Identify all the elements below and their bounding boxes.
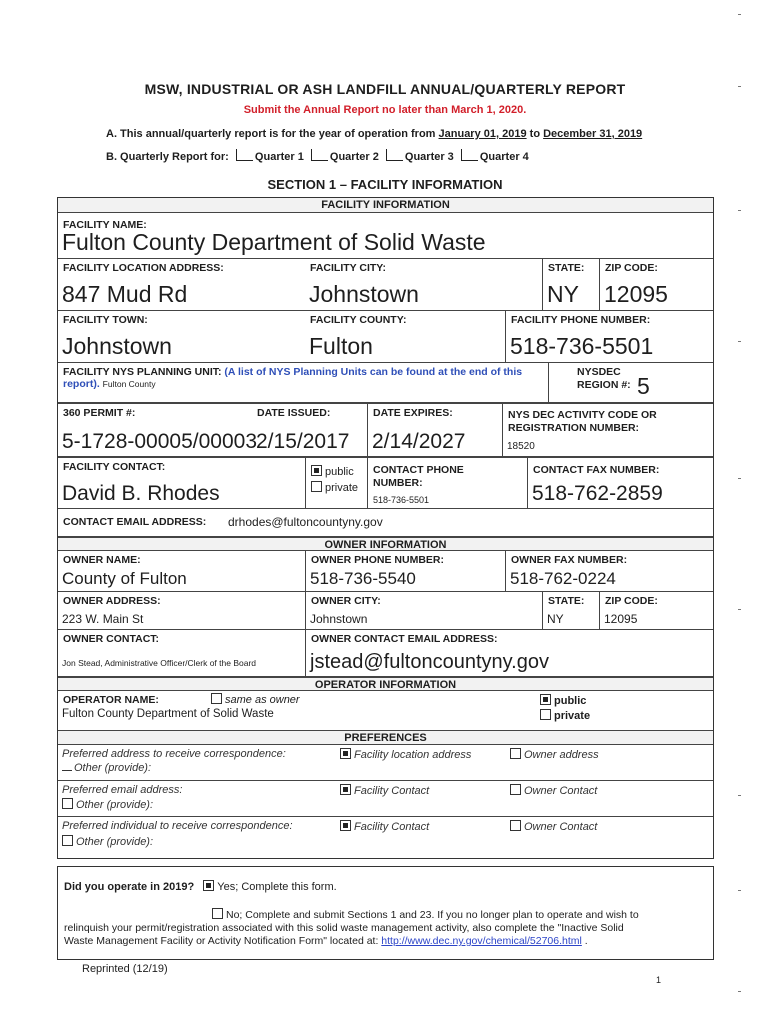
pref-individual-opt2-checkbox[interactable] (510, 820, 521, 831)
period-start: January 01, 2019 (438, 128, 527, 140)
planning-unit-label-block (63, 366, 543, 390)
preferences-header: PREFERENCES (58, 730, 713, 744)
contact-fax-cell (527, 458, 713, 508)
pref-correspondence-opt1-checkbox[interactable] (340, 748, 351, 759)
facility-name-label: FACILITY NAME: (63, 219, 147, 231)
owner-email-cell (305, 630, 713, 676)
pref-email-other-label: Other (provide): (76, 799, 154, 811)
pref-individual-other[interactable] (62, 835, 153, 848)
owner-contact-row (58, 629, 713, 676)
expires-cell (367, 404, 502, 456)
facility-county-label: FACILITY COUNTY: (310, 314, 407, 326)
owner-contact-cell (58, 630, 305, 676)
activity-code-label: NYS DEC ACTIVITY CODE OR REGISTRATION NUMBER: (508, 409, 657, 434)
private-option[interactable] (311, 480, 358, 496)
pref-email-opt1[interactable] (340, 784, 429, 797)
scan-mark (738, 991, 741, 992)
operator-name-label: OPERATOR NAME: (63, 694, 159, 706)
operate-yes-option[interactable] (203, 881, 336, 893)
pref-correspondence-opt1-label: Facility location address (354, 749, 472, 761)
pref-correspondence-opt1[interactable] (340, 748, 471, 761)
quarter-4-label: Quarter 4 (479, 151, 529, 163)
pref-individual-opt1-label: Facility Contact (354, 821, 430, 833)
facility-county-cell (305, 311, 505, 362)
permit-field[interactable]: 5-1728-00005/00003 (62, 430, 258, 453)
operate-no-line-2: relinquish your permit/registration associated with this solid waste management activity, also complete the "Inactive Solid (64, 922, 624, 934)
owner-city-cell (305, 592, 542, 629)
pref-individual-opt1-checkbox[interactable] (340, 820, 351, 831)
quarter-4-checkbox[interactable] (461, 149, 478, 161)
facility-city-cell (305, 259, 542, 310)
planning-unit-note: (A list of NYS Planning Units can be found at the end of this report). (63, 366, 523, 390)
facility-state-field[interactable]: NY (547, 281, 579, 307)
pref-correspondence-other-checkbox[interactable] (62, 762, 72, 771)
contact-email-row (58, 508, 713, 536)
pref-email-other-checkbox[interactable] (62, 798, 73, 809)
owner-address-label: OWNER ADDRESS: (63, 595, 161, 607)
operator-row (58, 690, 713, 730)
operate-no-block (64, 908, 704, 948)
operate-no-label: No; Complete and submit Sections 1 and 23. If you no longer plan to operate and wish to (226, 909, 639, 921)
scan-mark (738, 795, 741, 796)
pref-email-opt1-checkbox[interactable] (340, 784, 351, 795)
operator-name-field[interactable]: Fulton County Department of Solid Waste (62, 708, 274, 720)
quarter-3-checkbox[interactable] (386, 149, 403, 161)
public-label: public (325, 466, 354, 478)
owner-address-field[interactable]: 223 W. Main St (62, 612, 144, 626)
facility-city-label: FACILITY CITY: (310, 262, 387, 274)
expires-label: DATE EXPIRES: (373, 407, 453, 419)
owner-name-label: OWNER NAME: (63, 554, 141, 566)
scan-mark (738, 890, 741, 891)
pref-email-opt2-label: Owner Contact (524, 785, 598, 797)
contact-type-group (311, 464, 358, 496)
pref-individual-other-checkbox[interactable] (62, 835, 73, 846)
contact-phone-field[interactable]: 518-736-5501 (373, 495, 430, 505)
owner-address-row (58, 591, 713, 629)
owner-email-label: OWNER CONTACT EMAIL ADDRESS: (311, 633, 498, 645)
report-title: MSW, INDUSTRIAL OR ASH LANDFILL ANNUAL/QUARTERLY REPORT (144, 81, 626, 97)
region-field[interactable]: 5 (637, 373, 650, 399)
facility-address-cell (58, 259, 305, 310)
operation-question-box (57, 866, 714, 960)
contact-email-field[interactable]: drhodes@fultoncountyny.gov (228, 515, 383, 529)
owner-city-field[interactable]: Johnstown (310, 612, 368, 626)
private-label: private (325, 482, 359, 494)
owner-fax-cell (505, 551, 713, 591)
facility-name-field[interactable]: Fulton County Department of Solid Waste (62, 229, 486, 255)
pref-individual-row (58, 816, 713, 857)
facility-phone-cell (505, 311, 713, 362)
submit-deadline-note: Submit the Annual Report no later than March 1, 2020. (243, 104, 527, 116)
pref-email-opt1-label: Facility Contact (354, 785, 430, 797)
section-1-title: SECTION 1 – FACILITY INFORMATION (267, 177, 503, 192)
same-as-owner-option[interactable] (211, 693, 300, 706)
facility-name-row (58, 212, 713, 258)
issued-label: DATE ISSUED: (257, 407, 331, 419)
operator-public-option[interactable] (540, 694, 590, 709)
scan-mark (738, 210, 741, 211)
quarter-2-label: Quarter 2 (329, 151, 379, 163)
operate-yes-checkbox[interactable] (203, 880, 214, 891)
scan-mark (738, 14, 741, 15)
activity-code-field[interactable]: 18520 (507, 441, 535, 452)
quarterly-prefix: B. Quarterly Report for: (106, 151, 229, 163)
owner-phone-label: OWNER PHONE NUMBER: (311, 554, 444, 566)
facility-contact-field[interactable]: David B. Rhodes (62, 482, 220, 505)
owner-state-label: STATE: (548, 595, 585, 607)
facility-phone-field[interactable]: 518-736-5501 (510, 333, 654, 359)
pref-correspondence-question: Preferred address to receive correspondence: (62, 748, 286, 760)
operator-private-label: private (554, 710, 591, 722)
contact-phone-cell (367, 458, 527, 508)
pref-correspondence-other-label: Other (provide): (74, 762, 152, 774)
operator-private-option[interactable] (540, 709, 590, 724)
owner-email-field[interactable]: jstead@fultoncountyny.gov (310, 651, 549, 673)
facility-info-header: FACILITY INFORMATION (58, 198, 713, 212)
pref-individual-other-label: Other (provide): (76, 836, 154, 848)
operate-no-line-3-text: Waste Management Facility or Activity Notification Form" located at: (64, 935, 379, 947)
period-to-word: to (529, 128, 541, 140)
pref-individual-opt2-label: Owner Contact (524, 821, 598, 833)
scan-mark (738, 609, 741, 610)
operate-no-checkbox[interactable] (212, 908, 223, 919)
owner-fax-label: OWNER FAX NUMBER: (511, 554, 628, 566)
pref-individual-opt1[interactable] (340, 820, 429, 833)
owner-name-cell (58, 551, 305, 591)
pref-correspondence-opt2-checkbox[interactable] (510, 748, 521, 759)
facility-county-field[interactable]: Fulton (309, 333, 373, 359)
period-end: December 31, 2019 (543, 128, 643, 140)
quarterly-report-line (106, 149, 529, 163)
same-as-owner-label: same as owner (225, 694, 300, 706)
region-cell (548, 363, 713, 402)
public-checkbox[interactable] (311, 465, 322, 476)
facility-address-row (58, 258, 713, 310)
planning-unit-row (58, 362, 713, 402)
contact-type-cell (305, 458, 367, 508)
permit-label: 360 PERMIT #: (63, 407, 136, 419)
facility-town-label: FACILITY TOWN: (63, 314, 148, 326)
operate-question: Did you operate in 2019? (64, 881, 195, 893)
planning-unit-field[interactable]: Fulton County (102, 379, 156, 389)
facility-contact-cell (58, 458, 305, 508)
facility-contact-row (58, 456, 713, 508)
operator-public-checkbox[interactable] (540, 694, 551, 705)
facility-address-label: FACILITY LOCATION ADDRESS: (63, 262, 224, 274)
same-as-owner-checkbox[interactable] (211, 693, 222, 704)
pref-email-other[interactable] (62, 798, 153, 811)
facility-town-cell (58, 311, 305, 362)
pref-email-opt2-checkbox[interactable] (510, 784, 521, 795)
facility-state-label: STATE: (548, 262, 585, 274)
public-option[interactable] (311, 464, 358, 480)
pref-individual-opt2[interactable] (510, 820, 597, 833)
facility-zip-label: ZIP CODE: (605, 262, 658, 274)
private-checkbox[interactable] (311, 481, 322, 492)
facility-phone-label: FACILITY PHONE NUMBER: (511, 314, 651, 326)
owner-name-row (58, 550, 713, 591)
quarter-1-label: Quarter 1 (254, 151, 304, 163)
operator-public-label: public (554, 695, 587, 707)
operate-no-option[interactable] (64, 908, 704, 922)
facility-state-cell (542, 259, 599, 310)
owner-fax-field[interactable]: 518-762-0224 (510, 569, 616, 588)
planning-unit-label: FACILITY NYS PLANNING UNIT: (63, 366, 222, 378)
expires-field[interactable]: 2/14/2027 (372, 430, 466, 453)
pref-email-question: Preferred email address: (62, 784, 183, 796)
owner-contact-field[interactable]: Jon Stead, Administrative Officer/Clerk of the Board (62, 658, 257, 668)
facility-zip-field[interactable]: 12095 (604, 281, 668, 307)
pref-email-row (58, 780, 713, 816)
facility-contact-label: FACILITY CONTACT: (63, 461, 166, 473)
owner-state-cell (542, 592, 599, 629)
permit-cell (58, 404, 258, 456)
facility-city-field[interactable]: Johnstown (309, 281, 419, 307)
owner-zip-label: ZIP CODE: (605, 595, 658, 607)
facility-town-field[interactable]: Johnstown (62, 333, 172, 359)
owner-phone-cell (305, 551, 505, 591)
contact-email-label: CONTACT EMAIL ADDRESS: (63, 516, 207, 528)
owner-city-label: OWNER CITY: (311, 595, 381, 607)
owner-zip-field[interactable]: 12095 (604, 612, 638, 626)
facility-address-field[interactable]: 847 Mud Rd (62, 281, 188, 307)
page-number: 1 (656, 975, 662, 985)
owner-name-field[interactable]: County of Fulton (62, 569, 187, 588)
operate-yes-label: Yes; Complete this form. (217, 881, 337, 893)
owner-info-header: OWNER INFORMATION (58, 536, 713, 550)
facility-town-row (58, 310, 713, 362)
permit-row (58, 402, 713, 456)
scan-mark (738, 478, 741, 479)
pref-correspondence-opt2[interactable] (510, 748, 599, 761)
facility-form (57, 197, 714, 859)
pref-correspondence-opt2-label: Owner address (524, 749, 599, 761)
quarter-3-label: Quarter 3 (404, 151, 454, 163)
operator-info-header: OPERATOR INFORMATION (58, 676, 713, 690)
contact-fax-field[interactable]: 518-762-2859 (532, 482, 663, 505)
reporting-period-prefix: A. This annual/quarterly report is for the year of operation from (106, 128, 436, 140)
issued-field[interactable]: 2/15/2017 (256, 430, 350, 453)
owner-state-field[interactable]: NY (547, 612, 564, 626)
issued-cell (252, 404, 367, 456)
pref-individual-question: Preferred individual to receive correspondence: (62, 820, 293, 832)
operate-question-line (64, 880, 337, 893)
notification-form-link[interactable]: http://www.dec.ny.gov/chemical/52706.html (381, 935, 582, 947)
region-label: NYSDEC REGION #: (577, 366, 631, 391)
contact-phone-label: CONTACT PHONE NUMBER: (373, 464, 464, 489)
planning-unit-cell (58, 363, 548, 402)
pref-correspondence-row (58, 744, 713, 780)
owner-address-cell (58, 592, 305, 629)
operator-type-group (540, 694, 590, 724)
operator-private-checkbox[interactable] (540, 709, 551, 720)
facility-zip-cell (599, 259, 713, 310)
reprinted-date: Reprinted (12/19) (82, 963, 168, 975)
owner-zip-cell (599, 592, 713, 629)
quarter-1-checkbox[interactable] (236, 149, 253, 161)
owner-contact-label: OWNER CONTACT: (63, 633, 160, 645)
pref-email-opt2[interactable] (510, 784, 597, 797)
scan-mark (738, 341, 741, 342)
operate-link-period: . (584, 935, 588, 947)
quarter-2-checkbox[interactable] (311, 149, 328, 161)
pref-correspondence-other[interactable] (62, 762, 151, 774)
operate-no-line-3 (64, 935, 704, 948)
contact-fax-label: CONTACT FAX NUMBER: (533, 464, 660, 476)
owner-phone-field[interactable]: 518-736-5540 (310, 569, 416, 588)
reporting-period-line (106, 128, 642, 140)
activity-code-cell (502, 404, 713, 456)
scan-mark (738, 86, 741, 87)
